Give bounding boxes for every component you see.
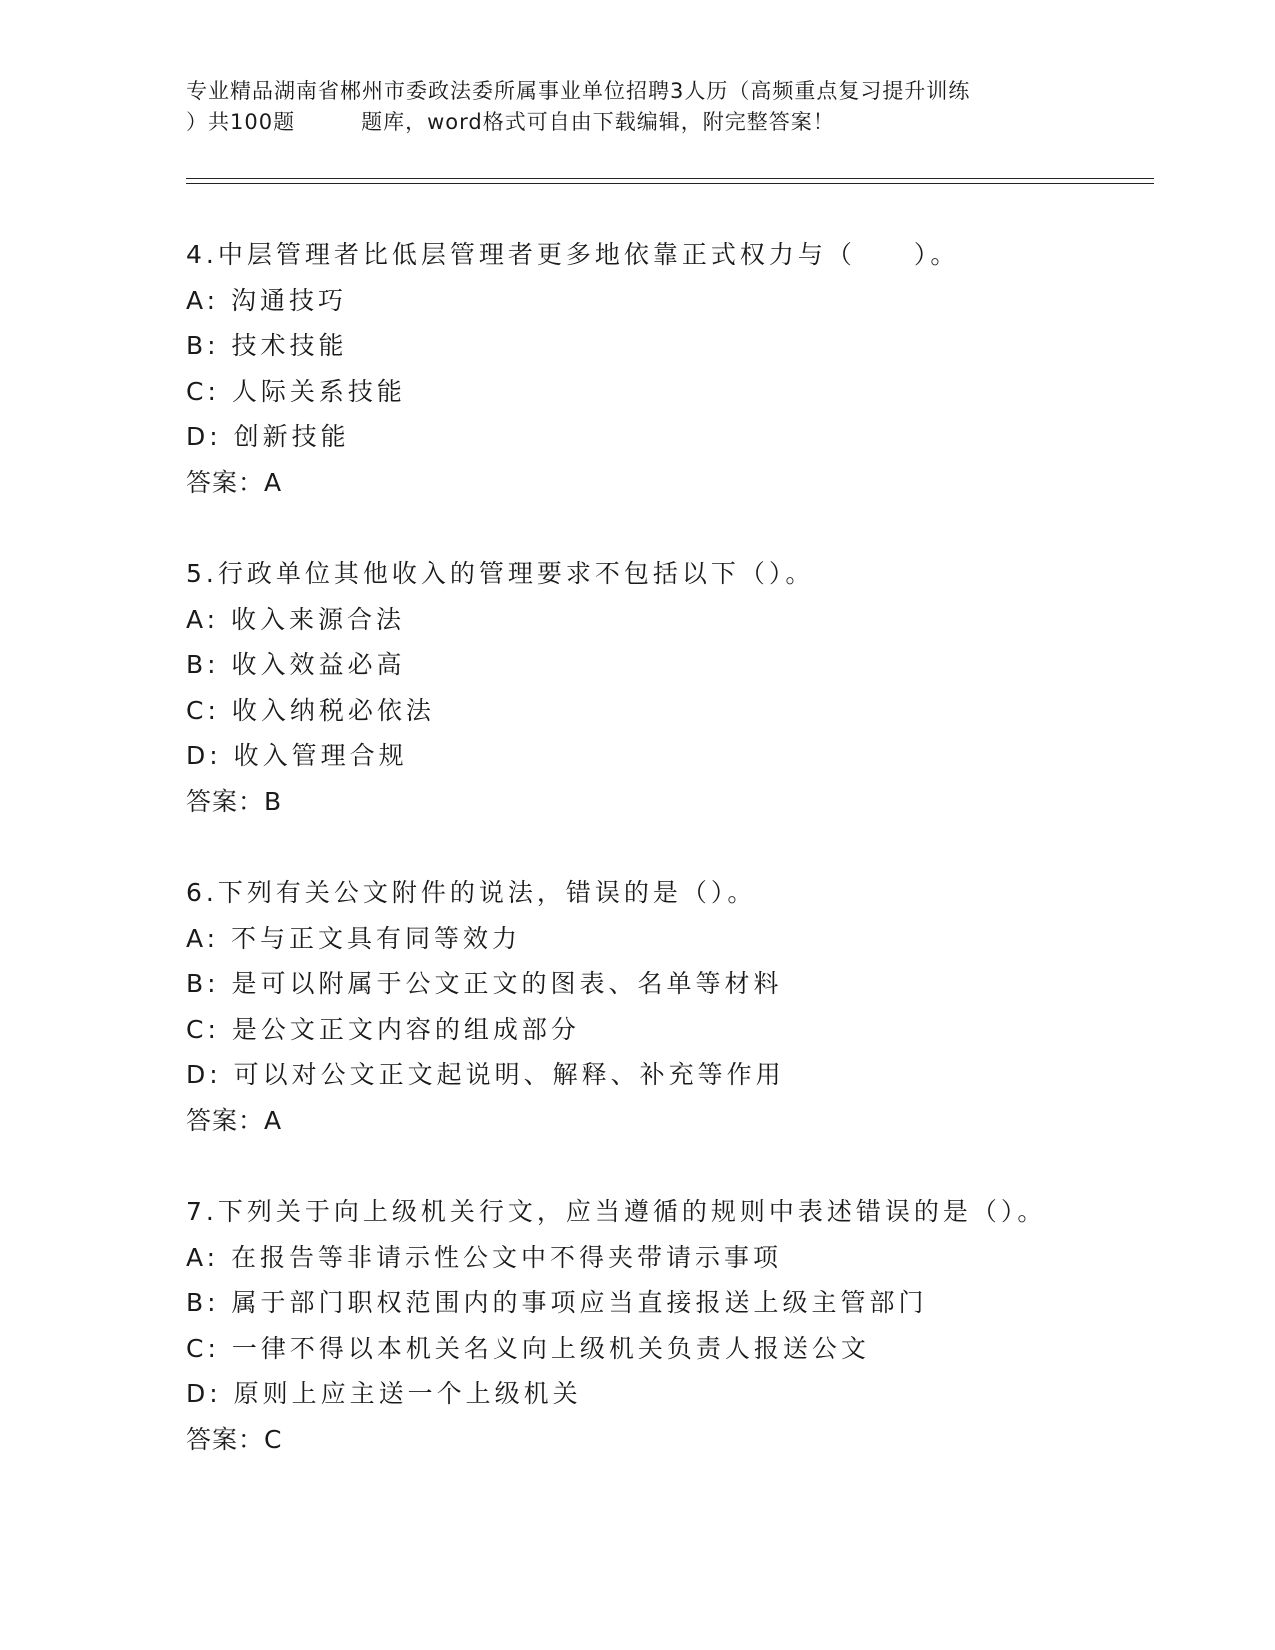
header-divider-top [186, 178, 1154, 179]
option-c: C: 是公文正文内容的组成部分 [186, 1014, 580, 1044]
question-stem: 6.下列有关公文附件的说法，错误的是（）。 [186, 878, 757, 907]
option-c: C: 一律不得以本机关名义向上级机关负责人报送公文 [186, 1333, 870, 1363]
option-d: D: 原则上应主送一个上级机关 [186, 1379, 582, 1408]
question-stem: 7.下列关于向上级机关行文，应当遵循的规则中表述错误的是（）。 [186, 1197, 1047, 1226]
option-a: A: 沟通技巧 [186, 285, 348, 315]
header-divider-bottom [186, 183, 1154, 184]
document-header [186, 76, 1186, 138]
option-a: A: 在报告等非请示性公文中不得夹带请示事项 [186, 1242, 783, 1272]
option-b: B: 技术技能 [186, 331, 348, 360]
option-d: D: 创新技能 [186, 422, 350, 451]
answer-label: 答案：A [186, 467, 283, 497]
option-a: A: 收入来源合法 [186, 604, 406, 634]
question-4 [186, 232, 1186, 505]
question-6 [186, 870, 1186, 1143]
option-b: B: 是可以附属于公文正文的图表、名单等材料 [186, 969, 783, 998]
option-d: D: 收入管理合规 [186, 741, 408, 770]
option-b: B: 属于部门职权范围内的事项应当直接报送上级主管部门 [186, 1288, 928, 1317]
question-5 [186, 551, 1186, 824]
header-title-line-2: ）共100题 题库，word格式可自由下载编辑，附完整答案！ [186, 110, 835, 134]
option-c: C: 收入纳税必依法 [186, 695, 435, 725]
option-c: C: 人际关系技能 [186, 376, 406, 406]
question-stem: 5.行政单位其他收入的管理要求不包括以下（）。 [186, 559, 815, 588]
answer-label: 答案：C [186, 1424, 283, 1454]
option-a: A: 不与正文具有同等效力 [186, 923, 522, 953]
answer-label: 答案：B [186, 786, 283, 816]
question-stem: 4.中层管理者比低层管理者更多地依靠正式权力与（ ）。 [186, 240, 960, 269]
answer-label: 答案：A [186, 1105, 283, 1135]
header-title-line-1: 专业精品湖南省郴州市委政法委所属事业单位招聘3人历（高频重点复习提升训练 [186, 79, 971, 103]
question-7 [186, 1189, 1186, 1462]
option-b: B: 收入效益必高 [186, 650, 406, 679]
option-d: D: 可以对公文正文起说明、解释、补充等作用 [186, 1060, 785, 1089]
